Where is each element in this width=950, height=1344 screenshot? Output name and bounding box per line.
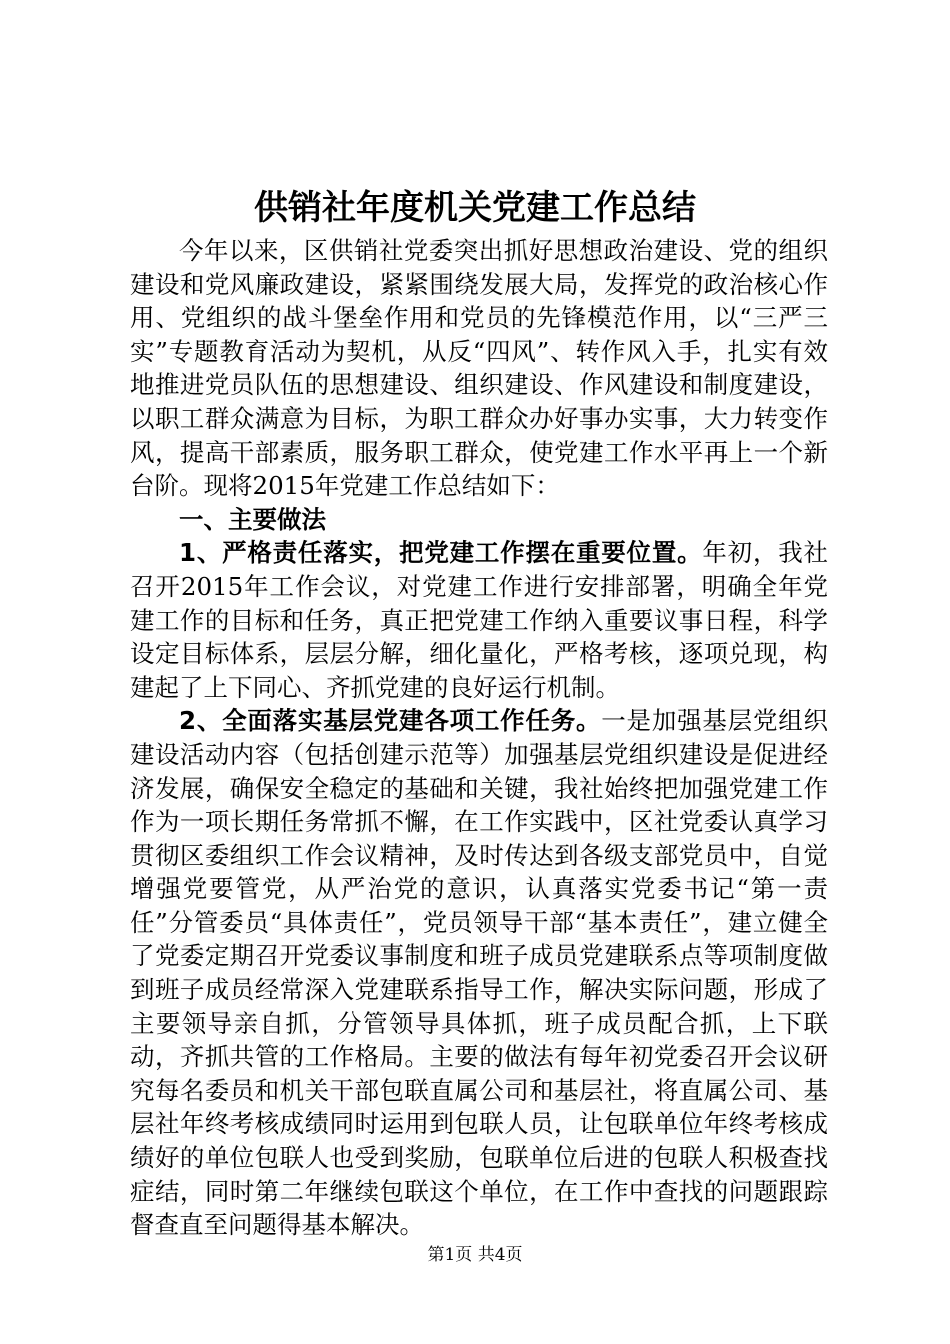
document-title: 供销社年度机关党建工作总结	[254, 188, 696, 228]
item-1-body: 年初，我社召开2015年工作会议，对党建工作进行安排部署，明确全年党建工作的目标和任务，真正把党建工作纳入重要议事日程，科学设定目标体系，层层分解，细化量化，严格考核，逐项兑现，构建起了上下同心、齐抓党建的良好运行机制。	[130, 538, 829, 702]
section-heading-main-practices: 一、主要做法	[179, 504, 326, 534]
item-2-body: 一是加强基层党组织建设活动内容（包括创建示范等）加强基层党组织建设是促进经济发展，确保安全稳定的基础和关键，我社始终把加强党建工作作为一项长期任务常抓不懈，在工作实践中，区社党委认真学习贯彻区委组织工作会议精神，及时传达到各级支部党员中，自觉增强党要管党，从严治党的意识，认真落实党委书记“第一责任”分管委员“具体责任”，党员领导干部“基本责任”，建立健全了党委定期召开党委议事制度和班子成员党建联系点等项制度做到班子成员经常深入党建联系指导工作，解决实际问题，形成了主要领导亲自抓，分管领导具体抓，班子成员配合抓，上下联动，齐抓共管的工作格局。主要的做法有每年初党委召开会议研究每名委员和机关干部包联直属公司和基层社，将直属公司、基层社年终考核成绩同时运用到包联人员，让包联单位年终考核成绩好的单位包联人也受到奖励，包联单位后进的包联人积极查找症结，同时第二年继续包联这个单位，在工作中查找的问题跟踪督查直至问题得基本解决。	[130, 706, 829, 1240]
item-2-paragraph	[130, 704, 828, 1242]
document-body	[130, 234, 828, 1242]
item-2-lead: 2、全面落实基层党建各项工作任务。	[179, 706, 602, 736]
page-footer: 第1页 共4页	[427, 1245, 523, 1265]
item-1-paragraph	[130, 536, 828, 704]
item-1-lead: 1、严格责任落实，把党建工作摆在重要位置。	[179, 538, 703, 568]
intro-paragraph: 今年以来，区供销社党委突出抓好思想政治建设、党的组织建设和党风廉政建设，紧紧围绕发展大局，发挥党的政治核心作用、党组织的战斗堡垒作用和党员的先锋模范作用，以“三严三实”专题教育活动为契机，从反“四风”、转作风入手，扎实有效地推进党员队伍的思想建设、组织建设、作风建设和制度建设，以职工群众满意为目标，为职工群众办好事办实事，大力转变作风，提高干部素质，服务职工群众，使党建工作水平再上一个新台阶。现将2015年党建工作总结如下：	[130, 236, 828, 501]
